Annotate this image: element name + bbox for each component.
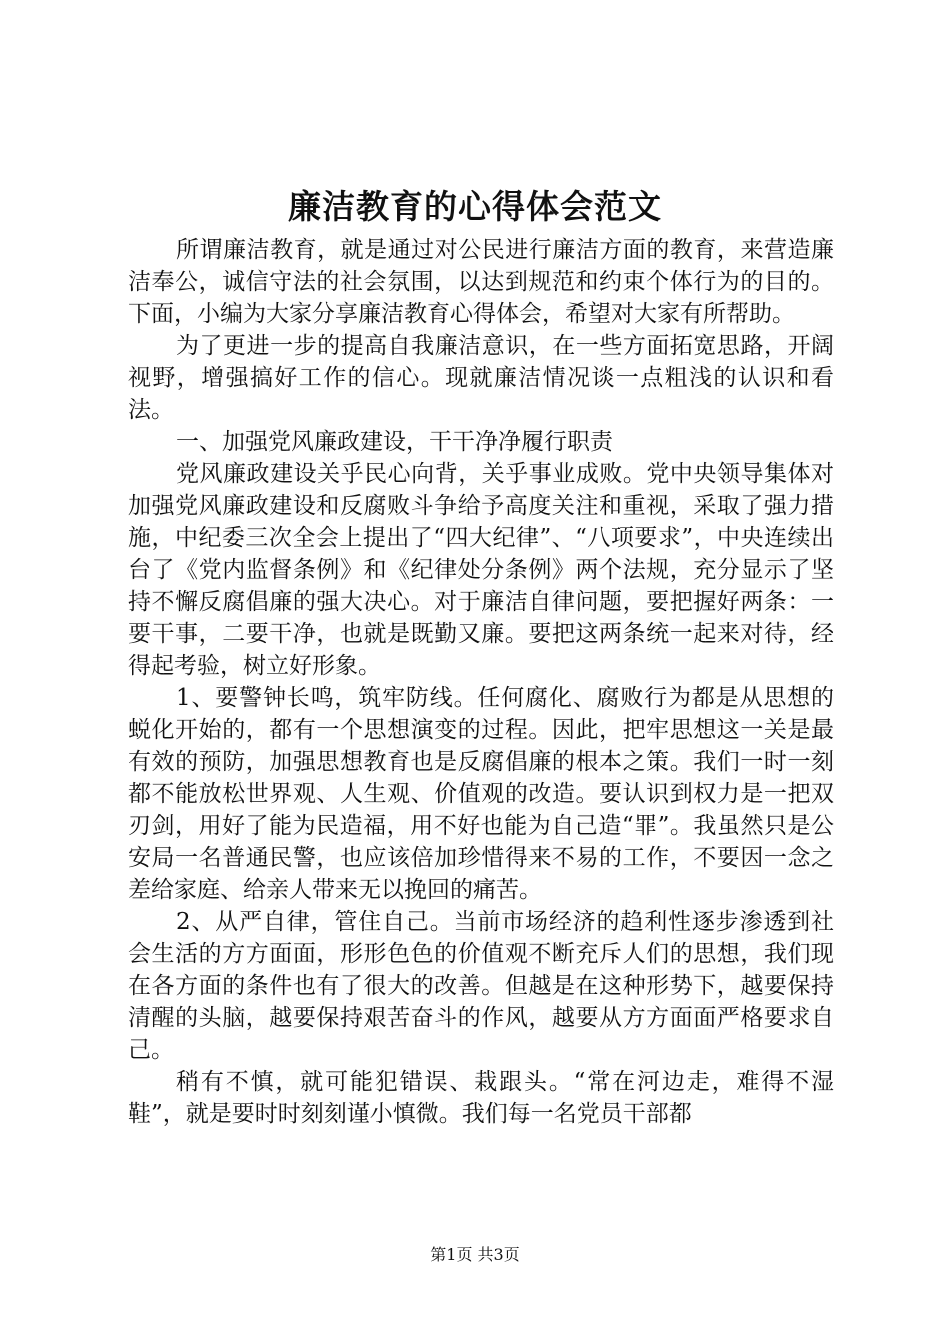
paragraph-point-1: 1、要警钟长鸣，筑牢防线。任何腐化、腐败行为都是从思想的蜕化开始的，都有一个思想演变的过程。因此，把牢思想这一关是最有效的预防，加强思想教育也是反腐倡廉的根本之策。我们一时一刻都不能放松世界观、人生观、价值观的改造。要认识到权力是一把双刃剑，用好了能为民造福，用不好也能为自己造“罪”。我虽然只是公安局一名普通民警，也应该倍加珍惜得来不易的工作，不要因一念之差给家庭、给亲人带来无以挽回的痛苦。 bbox=[128, 685, 834, 903]
paragraph-intro: 所谓廉洁教育，就是通过对公民进行廉洁方面的教育，来营造廉洁奉公，诚信守法的社会氛围，以达到规范和约束个体行为的目的。下面，小编为大家分享廉洁教育心得体会，希望对大家有所帮助。 bbox=[128, 237, 834, 327]
document-title: 廉洁教育的心得体会范文 bbox=[288, 187, 662, 226]
paragraph-point-2: 2、从严自律，管住自己。当前市场经济的趋利性逐步渗透到社会生活的方方面面，形形色色的价值观不断充斥人们的思想，我们现在各方面的条件也有了很大的改善。但越是在这种形势下，越要保持清醒的头脑，越要保持艰苦奋斗的作风，越要从方方面面严格要求自己。 bbox=[128, 909, 834, 1063]
document-body bbox=[128, 234, 834, 1130]
paragraph-caution: 稍有不慎，就可能犯错误、栽跟头。“常在河边走，难得不湿鞋”，就是要时时刻刻谨小慎微。我们每一名党员干部都 bbox=[128, 1069, 834, 1127]
paragraph-party-conduct: 党风廉政建设关乎民心向背，关乎事业成败。党中央领导集体对加强党风廉政建设和反腐败斗争给予高度关注和重视，采取了强力措施，中纪委三次全会上提出了“四大纪律”、“八项要求”，中央连续出台了《党内监督条例》和《纪律处分条例》两个法规，充分显示了坚持不懈反腐倡廉的强大决心。对于廉洁自律问题，要把握好两条：一要干事，二要干净，也就是既勤又廉。要把这两条统一起来对待，经得起考验，树立好形象。 bbox=[128, 461, 834, 679]
page-number-footer: 第1页 共3页 bbox=[430, 1245, 520, 1264]
paragraph-purpose: 为了更进一步的提高自我廉洁意识，在一些方面拓宽思路，开阔视野，增强搞好工作的信心。现就廉洁情况谈一点粗浅的认识和看法。 bbox=[128, 333, 834, 423]
section-heading-1: 一、加强党风廉政建设，干干净净履行职责 bbox=[176, 429, 613, 455]
